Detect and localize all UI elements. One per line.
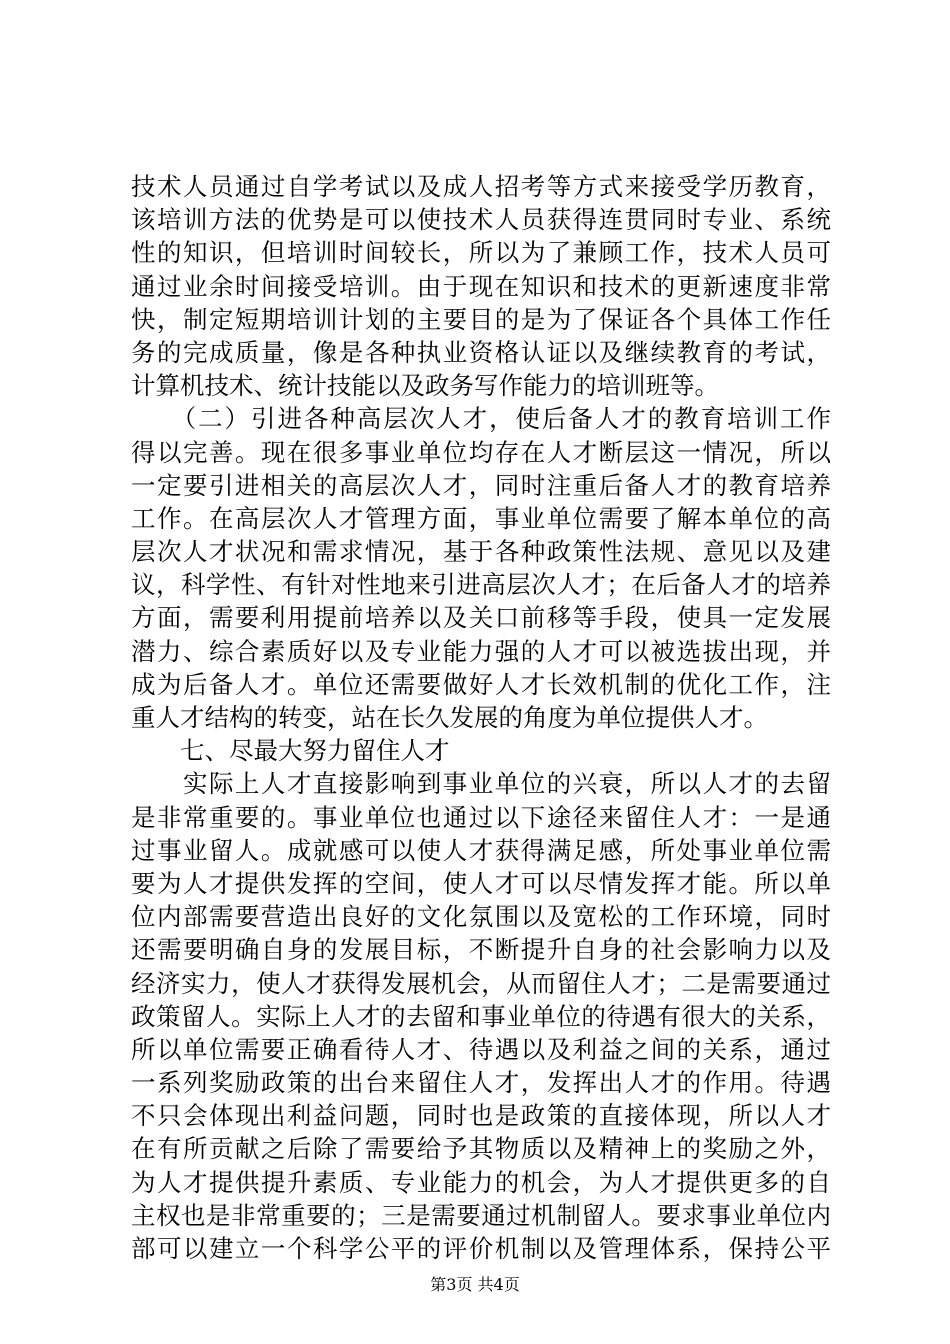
text-line: 经济实力，使人才获得发展机会，从而留住人才；二是需要通过 [131, 968, 831, 998]
text-line: 是非常重要的。事业单位也通过以下途径来留住人才：一是通 [131, 802, 831, 832]
page-footer: 第3页 共4页 [430, 1275, 520, 1294]
text-line: 还需要明确自身的发展目标，不断提升自身的社会影响力以及 [131, 935, 831, 965]
text-line: 实际上人才直接影响到事业单位的兴衰，所以人才的去留 [131, 769, 831, 799]
text-line: 部可以建立一个科学公平的评价机制以及管理体系，保持公平 [131, 1234, 831, 1263]
text-line: 技术人员通过自学考试以及成人招考等方式来接受学历教育， [131, 172, 831, 201]
text-line: 该培训方法的优势是可以使技术人员获得连贯同时专业、系统 [131, 205, 831, 235]
text-line: 性的知识，但培训时间较长，所以为了兼顾工作，技术人员可 [131, 238, 831, 268]
text-line: 七、尽最大努力留住人才 [131, 736, 450, 766]
text-line: 一定要引进相关的高层次人才，同时注重后备人才的教育培养 [131, 470, 831, 500]
text-line: 方面，需要利用提前培养以及关口前移等手段，使具一定发展 [131, 603, 831, 633]
text-line: 政策留人。实际上人才的去留和事业单位的待遇有很大的关系， [131, 1001, 831, 1031]
text-line: 工作。在高层次人才管理方面，事业单位需要了解本单位的高 [131, 503, 831, 533]
text-line: 主权也是非常重要的；三是需要通过机制留人。要求事业单位内 [131, 1200, 831, 1230]
text-line: 过事业留人。成就感可以使人才获得满足感，所处事业单位需 [131, 835, 831, 865]
text-line: 为人才提供提升素质、专业能力的机会，为人才提供更多的自 [131, 1167, 831, 1197]
text-line: 在有所贡献之后除了需要给予其物质以及精神上的奖励之外， [131, 1134, 831, 1164]
text-line: 要为人才提供发挥的空间，使人才可以尽情发挥才能。所以单 [131, 868, 831, 898]
text-line: 快，制定短期培训计划的主要目的是为了保证各个具体工作任 [131, 304, 831, 334]
text-line: 潜力、综合素质好以及专业能力强的人才可以被选拔出现，并 [131, 636, 831, 666]
text-line: 所以单位需要正确看待人才、待遇以及利益之间的关系，通过 [131, 1034, 831, 1064]
text-line: 层次人才状况和需求情况，基于各种政策性法规、意见以及建 [131, 537, 831, 567]
text-line: 议，科学性、有针对性地来引进高层次人才；在后备人才的培养 [131, 570, 831, 600]
text-line: 成为后备人才。单位还需要做好人才长效机制的优化工作，注 [131, 669, 831, 699]
text-line: 计算机技术、统计技能以及政务写作能力的培训班等。 [131, 371, 719, 401]
text-line: （二）引进各种高层次人才，使后备人才的教育培训工作 [131, 404, 831, 434]
text-line: 不只会体现出利益问题，同时也是政策的直接体现，所以人才 [131, 1101, 831, 1131]
text-line: 得以完善。现在很多事业单位均存在人才断层这一情况，所以 [131, 437, 831, 467]
body-text [131, 170, 831, 1265]
text-line: 务的完成质量，像是各种执业资格认证以及继续教育的考试， [131, 337, 831, 367]
text-line: 重人才结构的转变，站在长久发展的角度为单位提供人才。 [131, 703, 768, 732]
text-line: 通过业余时间接受培训。由于现在知识和技术的更新速度非常 [131, 271, 831, 301]
text-line: 一系列奖励政策的出台来留住人才，发挥出人才的作用。待遇 [131, 1068, 831, 1098]
text-line: 位内部需要营造出良好的文化氛围以及宽松的工作环境，同时 [131, 902, 831, 932]
